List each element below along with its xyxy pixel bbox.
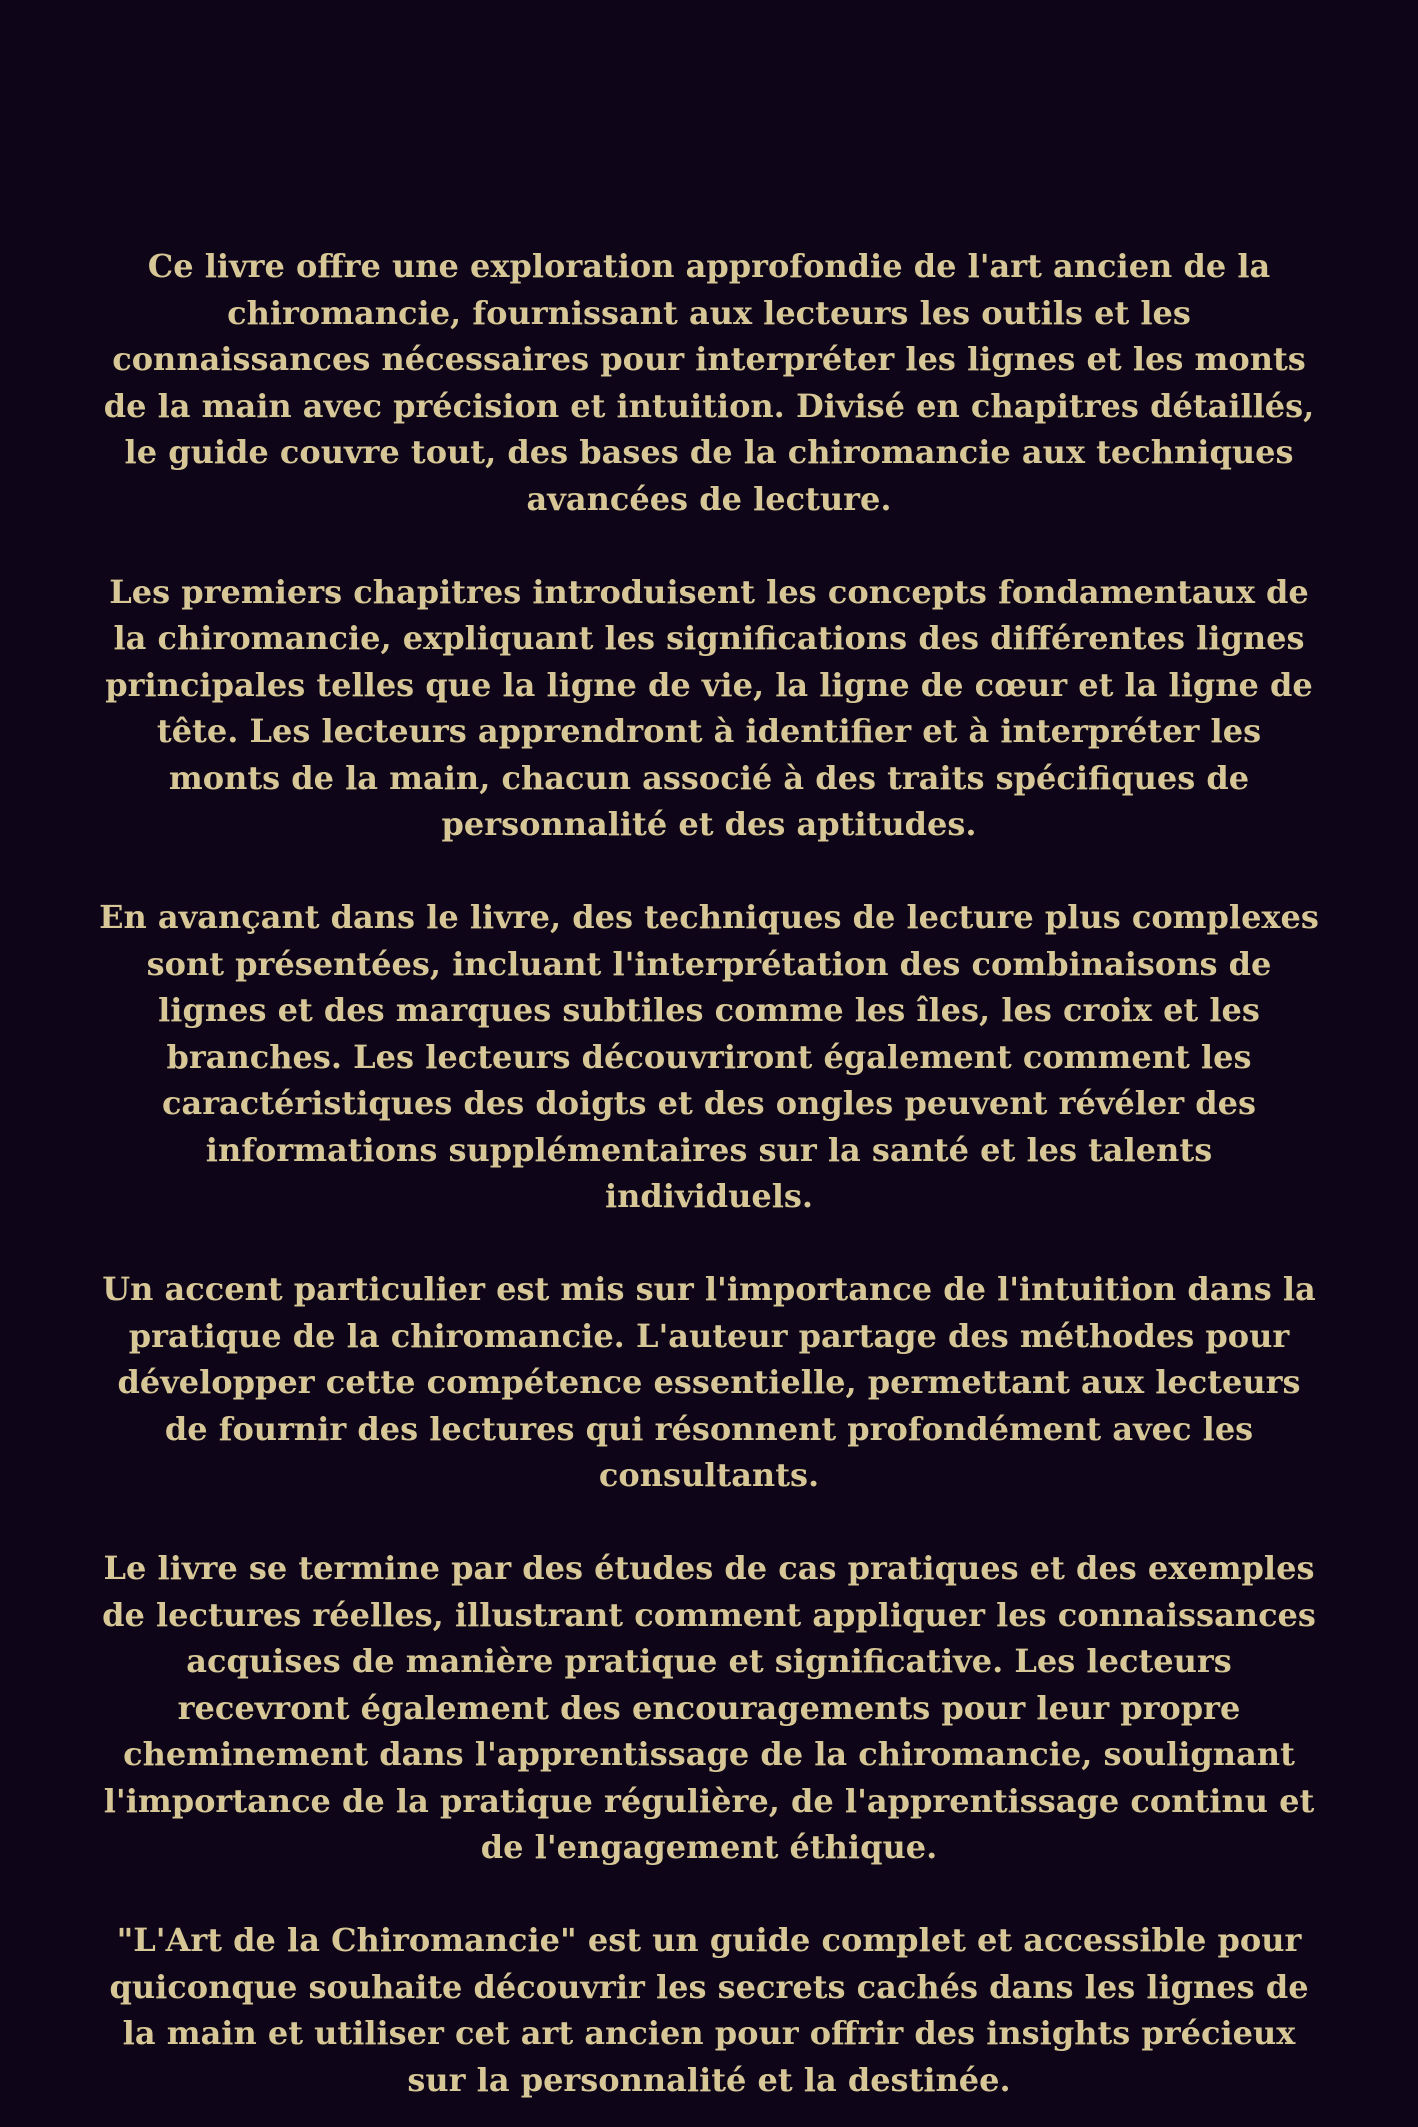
paragraph-conclusion: "L'Art de la Chiromancie" est un guide complet et accessible pour quiconque souhaite découvrir les secrets cachés dans les lignes de la main et utiliser cet art ancien pour offrir des insights précieux sur la personnalité et la destinée.: [109, 1921, 1309, 2099]
paragraph-advanced-techniques: En avançant dans le livre, des techniques de lecture plus complexes sont présentées, incluant l'interprétation des combinaisons de lignes et des marques subtiles comme les îles, les croix et les branches. Les lecteurs découvriront également comment les caractéristiques des doigts et des ongles peuvent révéler des informations supplémentaires sur la santé et les talents individuels.: [99, 898, 1319, 1215]
synopsis-text-block: [98, 243, 1320, 2103]
paragraph-intuition: Un accent particulier est mis sur l'importance de l'intuition dans la pratique de la chiromancie. L'auteur partage des méthodes pour développer cette compétence essentielle, permettant aux lecteurs de fournir des lectures qui résonnent profondément avec les consultants.: [102, 1270, 1316, 1494]
paragraph-fundamentals: Les premiers chapitres introduisent les concepts fondamentaux de la chiromancie, expliquant les significations des différentes lignes principales telles que la ligne de vie, la ligne de cœur et la ligne de tête. Les lecteurs apprendront à identifier et à interpréter les monts de la main, chacun associé à des traits spécifiques de personnalité et des aptitudes.: [105, 572, 1313, 843]
paragraph-introduction: Ce livre offre une exploration approfondie de l'art ancien de la chiromancie, fournissant aux lecteurs les outils et les connaissances nécessaires pour interpréter les lignes et les monts de la main avec précision et intuition. Divisé en chapitres détaillés, le guide couvre tout, des bases de la chiromancie aux techniques avancées de lecture.: [103, 247, 1315, 518]
paragraph-case-studies: Le livre se termine par des études de cas pratiques et des exemples de lectures réelles, illustrant comment appliquer les connaissances acquises de manière pratique et significative. Les lecteurs recevront également des encouragements pour leur propre cheminement dans l'apprentissage de la chiromancie, soulignant l'importance de la pratique régulière, de l'apprentissage continu et de l'engagement éthique.: [102, 1549, 1316, 1866]
